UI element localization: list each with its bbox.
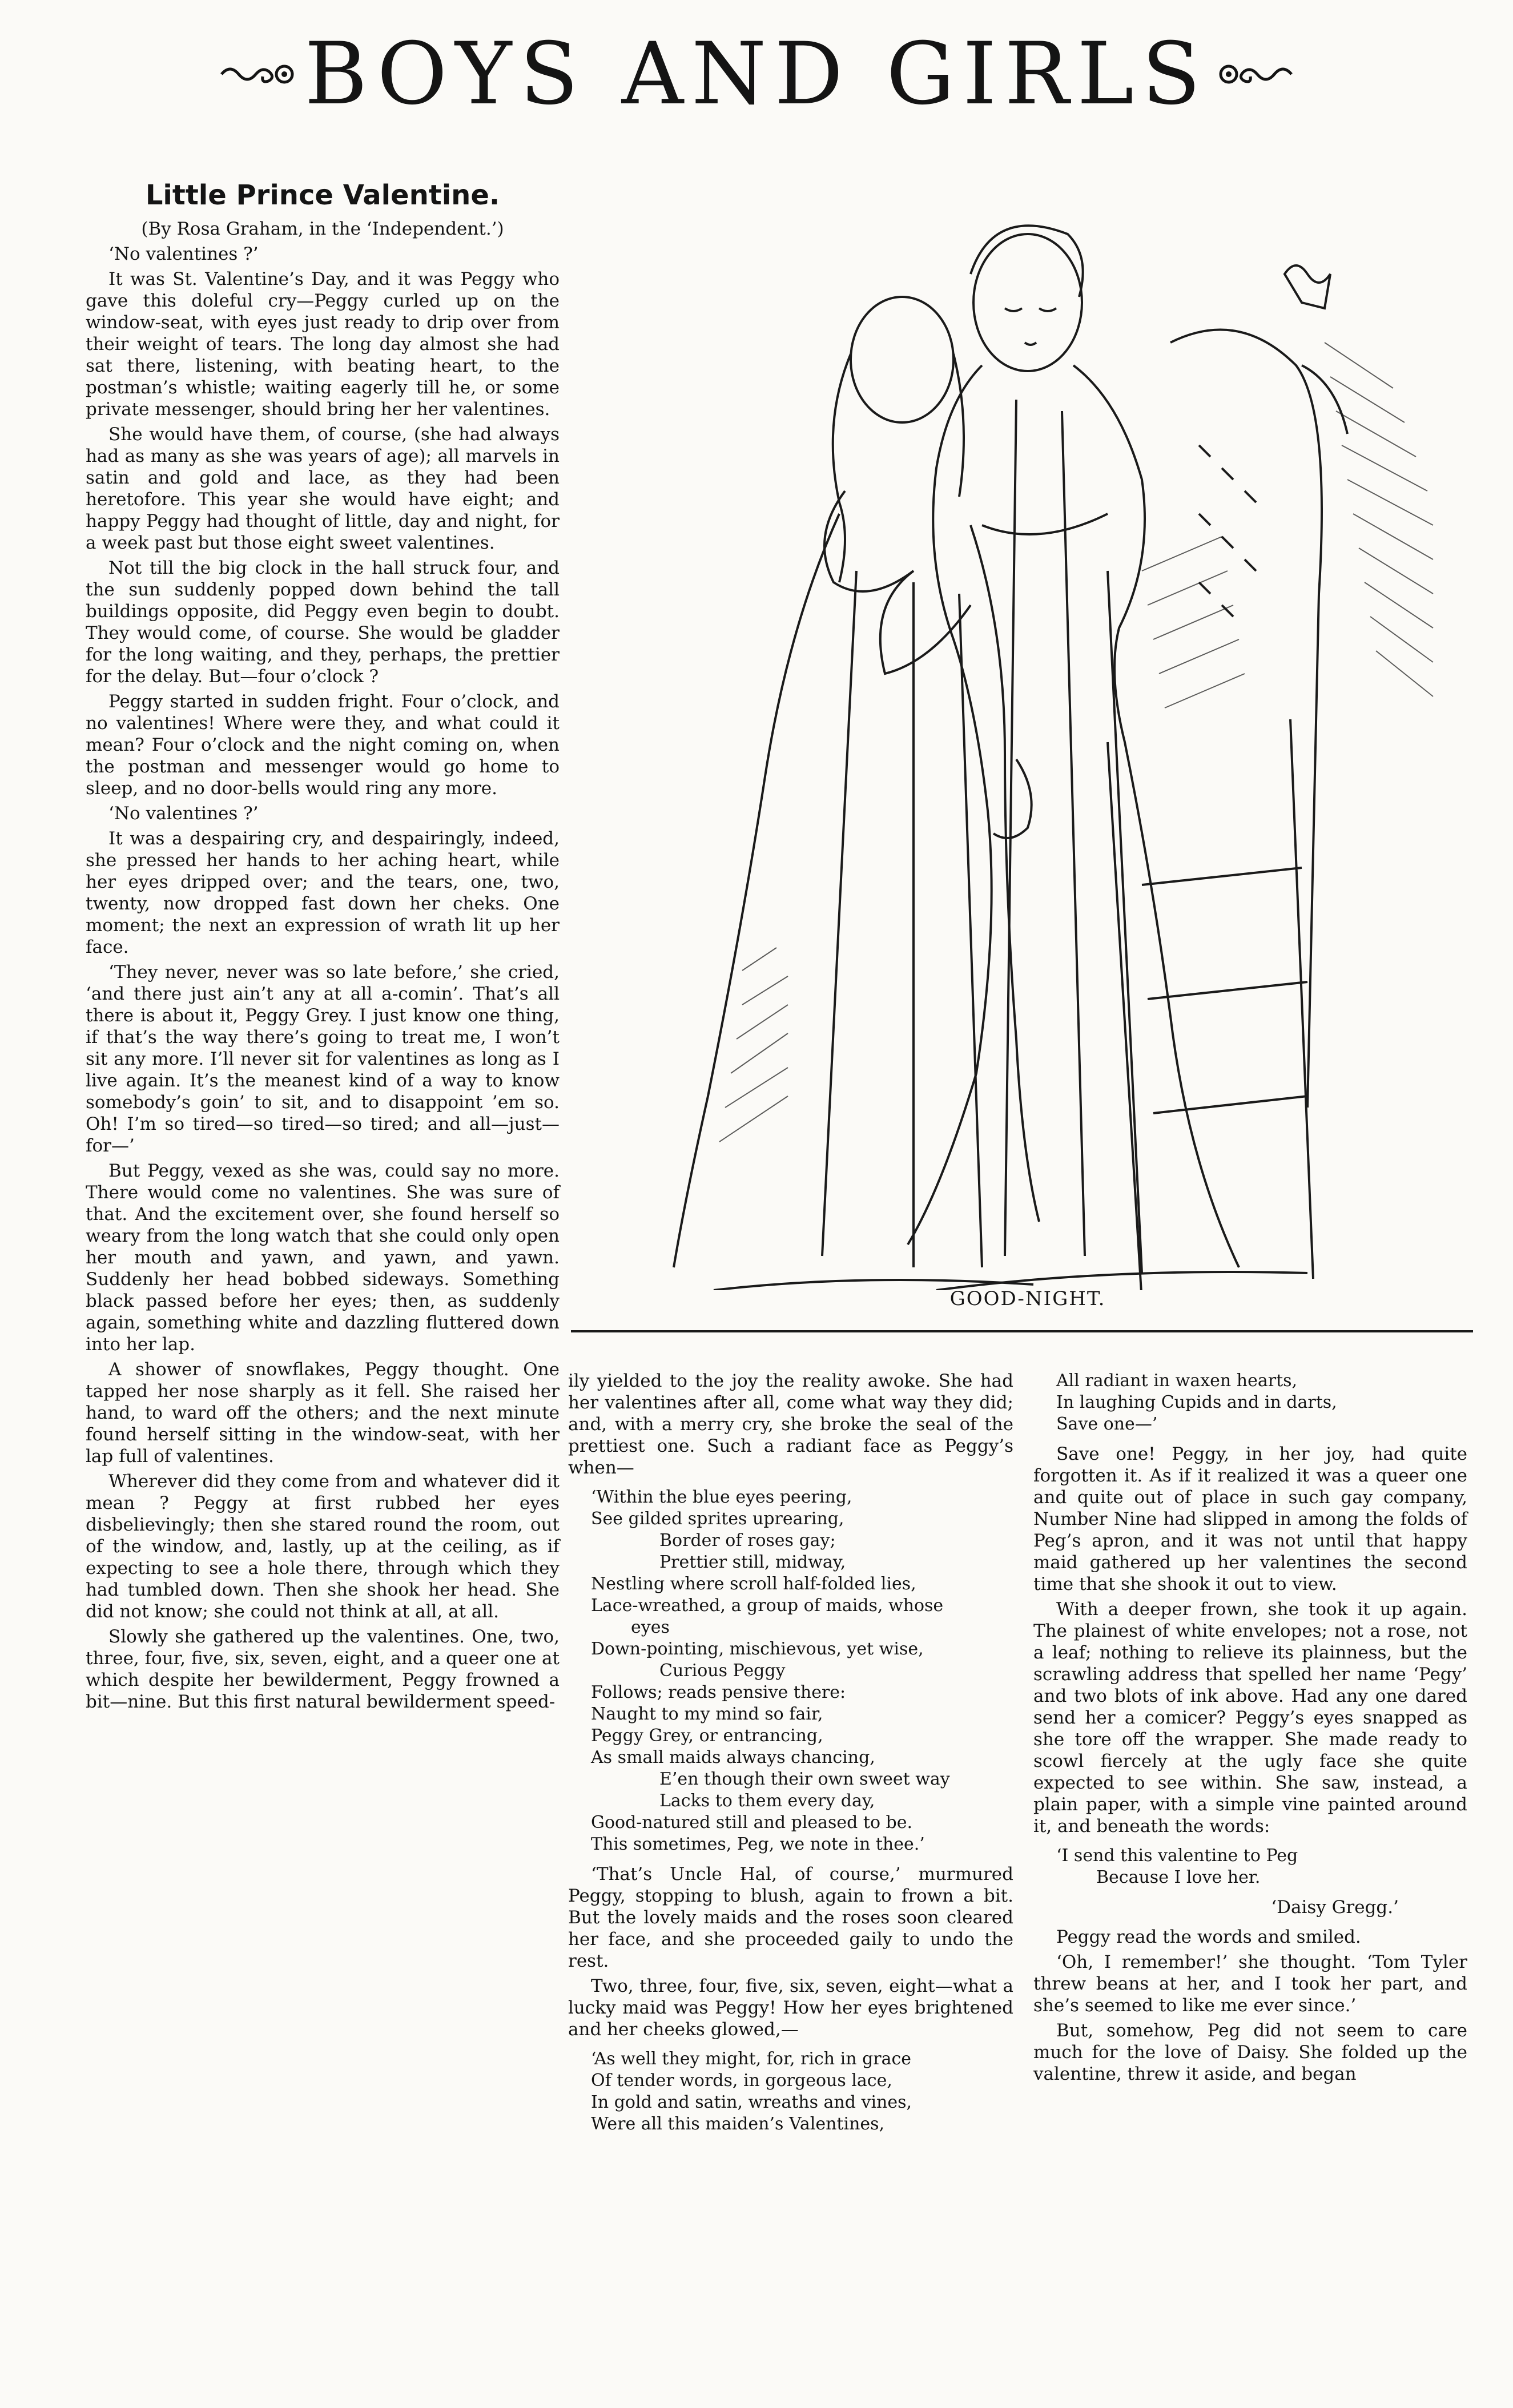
column-3-closing-paragraphs (1033, 1926, 1467, 2085)
paragraph: Peggy started in sudden fright. Four o’clock, and no valentines! Where were they, and what could it mean? Four o’clock and the night coming on, when the postman and messenger would go home to sleep, and no door-bells would ring any more. (86, 691, 560, 799)
column-3-paragraphs (1033, 1443, 1467, 1837)
paragraph: She would have them, of course, (she had always had as many as she was years of age); all marvels in satin and gold and lace, as they had been heretofore. This year she would have eight; and happy Peggy had thought of little, day and night, for a week past but those eight sweet valentines. (86, 424, 560, 553)
verse-line: Save one—’ (1056, 1414, 1158, 1434)
verse-line: E’en though their own sweet way (659, 1769, 950, 1789)
verse-line: Of tender words, in gorgeous lace, (591, 2071, 892, 2091)
paragraph: ‘Oh, I remember!’ she thought. ‘Tom Tyler threw beans at her, and I took her part, and she’s seemed to like me ever since.’ (1033, 1952, 1467, 2016)
verse-line: In gold and satin, wreaths and vines, (591, 2092, 912, 2112)
paragraph: Slowly she gathered up the valentines. One, two, three, four, five, six, seven, eight, and a queer one at which despite her bewilderment, Peggy frowned a bit—nine. But this first natural bewilderment speed- (86, 1626, 560, 1712)
paragraph: ‘No valentines ?’ (108, 244, 259, 264)
poem-verse-2 (591, 2048, 1013, 2135)
verse-line: Down-pointing, mischievous, yet wise, (591, 1639, 924, 1659)
paragraph: ‘That’s Uncle Hal, of course,’ murmured Peggy, stopping to blush, again to frown a bit. But the lovely maids and the roses soon cleared her face, and she proceeded gaily to undo the rest. (568, 1864, 1013, 1971)
section-title: BOYS AND GIRLS (304, 25, 1209, 124)
verse-line: All radiant in waxen hearts, (1056, 1371, 1298, 1391)
paragraph: Two, three, four, five, six, seven, eight—what a lucky maid was Peggy! How her eyes brightened and her cheeks glowed,— (568, 1976, 1013, 2040)
paragraph: Wherever did they come from and whatever did it mean ? Peggy at first rubbed her eyes disbelievingly; then she stared round the room, out of the window, and, lastly, up at the ceiling, as if expecting to see a hole there, through which they had tumbled down. Then she shook her head. She did not know; she could not think at all, at all. (86, 1471, 560, 1622)
verse-line: ‘I send this valentine to Peg (1056, 1846, 1298, 1866)
paragraph: Save one! Peggy, in her joy, had quite forgotten it. As if it realized it was a queer one and quite out of place in such gay company, Number Nine had slipped in among the folds of Peg’s apron, and it was not until that happy maid gathered up her valentines the second time that she shook it out to view. (1033, 1444, 1467, 1594)
verse-line: Lace-wreathed, a group of maids, whose (591, 1596, 944, 1616)
paragraph: Peggy read the words and smiled. (1056, 1927, 1361, 1947)
paragraph: Not till the big clock in the hall struck four, and the sun suddenly popped down behind the tall buildings opposite, did Peggy even begin to doubt. They would come, of course. She would be gladder for the long waiting, and they, perhaps, the prettier for the delay. But—four o’clock ? (86, 558, 560, 687)
verse-line: Nestling where scroll half-folded lies, (591, 1574, 916, 1594)
paragraph: But Peggy, vexed as she was, could say no more. There would come no valentines. She was sure of that. And the excitement over, she found herself so weary from the long watch that she could only open her mouth and yawn, and yawn, and yawn. Suddenly her head bobbed sideways. Something black passed before her eyes; then, as suddenly again, something white and dazzling fluttered down into her lap. (86, 1161, 560, 1355)
verse-line: Follows; reads pensive there: (591, 1682, 846, 1702)
verse-line: Naught to my mind so fair, (591, 1704, 823, 1724)
verse-line: ‘Within the blue eyes peering, (591, 1487, 852, 1507)
verse-line: Lacks to them every day, (659, 1791, 875, 1811)
paragraph: But, somehow, Peg did not seem to care much for the love of Daisy. She folded up the valentine, threw it aside, and began (1033, 2020, 1467, 2084)
verse-line: ‘As well they might, for, rich in grace (591, 2049, 912, 2069)
verse-line: See gilded sprites uprearing, (591, 1509, 844, 1529)
verse-line: Peggy Grey, or entrancing, (591, 1726, 823, 1746)
verse-line: This sometimes, Peg, we note in thee.’ (591, 1834, 925, 1854)
verse-line: Because I love her. (1096, 1867, 1261, 1887)
paragraph: It was St. Valentine’s Day, and it was Peggy who gave this doleful cry—Peggy curled up on the window-seat, with eyes just ready to drip over from their weight of tears. The long day almost she had sat there, listening, with beating heart, to the postman’s whistle; waiting eagerly till he, or some private messenger, should bring her her valentines. (86, 269, 560, 420)
verse-line: Prettier still, midway, (659, 1552, 846, 1572)
column-2-paragraphs (568, 1863, 1013, 2040)
story-column-1 (86, 177, 560, 1713)
good-night-illustration (571, 171, 1484, 1290)
verse-line: In laughing Cupids and in darts, (1056, 1392, 1337, 1412)
right-flourish-ornament (1212, 57, 1297, 91)
poem-verse-1 (591, 1487, 1013, 1855)
verse-line: As small maids always chancing, (591, 1747, 875, 1767)
story-column-3 (1033, 1370, 1467, 2085)
verse-line: Curious Peggy (659, 1661, 786, 1681)
paragraph: ‘No valentines ?’ (108, 803, 259, 824)
verse-line: Border of roses gay; (659, 1531, 836, 1551)
story-byline: (By Rosa Graham, in the ‘Independent.’) (141, 219, 504, 239)
paragraph: A shower of snowflakes, Peggy thought. One tapped her nose sharply as it fell. She raised her hand, to ward off the others; and the next minute found herself sitting in the window-seat, with her lap full of valentines. (86, 1359, 560, 1467)
illustration-caption: GOOD-NIGHT. (949, 1287, 1106, 1310)
verse-line: Good-natured still and pleased to be. (591, 1813, 913, 1833)
paragraph: ily yielded to the joy the reality awoke. She had her valentines after all, come what way they did; and, with a merry cry, she broke the seal of the prettiest one. Such a radiant face as Peggy’s when— (568, 1371, 1013, 1478)
verse-line: eyes (631, 1617, 670, 1637)
left-flourish-ornament (216, 57, 301, 91)
paragraph: It was a despairing cry, and despairingly, indeed, she pressed her hands to her aching heart, while her eyes dripped over; and the tears, one, two, twenty, now dropped fast down her cheks. One moment; the next an expression of wrath lit up her face. (86, 828, 560, 957)
masthead (0, 23, 1513, 126)
verse-line: Were all this maiden’s Valentines, (591, 2114, 885, 2134)
paragraph: ‘They never, never was so late before,’ she cried, ‘and there just ain’t any at all a-comin’. That’s all there is about it, Peggy Grey. I just know one thing, if that’s the way there’s going to treat me, I won’t sit any more. I’ll never sit for valentines as long as I live again. It’s the meanest kind of a way to know somebody’s goin’ to sit, and to disappoint ’em so. Oh! I’m so tired—so tired—so tired; and all—just—for—’ (86, 962, 560, 1156)
poem-verse-2-continued (1056, 1370, 1467, 1435)
story-column-2 (568, 1370, 1013, 2143)
column-1-paragraphs (86, 243, 560, 1713)
paragraph: With a deeper frown, she took it up again. The plainest of white envelopes; not a rose, not a leaf; nothing to relieve its plainness, but the scrawling address that spelled her name ‘Pegy’ and two blots of ink above. Had any one dared send her a comicer? Peggy’s eyes snapped as she tore off the wrapper. She made ready to scowl fiercely at the ugly face she quite expected to see within. She saw, instead, a plain paper, with a simple vine painted around it, and beneath the words: (1033, 1599, 1467, 1837)
valentine-note (1056, 1845, 1467, 1888)
story-title: Little Prince Valentine. (145, 179, 500, 211)
note-signature: ‘Daisy Gregg.’ (1271, 1897, 1399, 1918)
horizontal-rule (571, 1330, 1473, 1332)
